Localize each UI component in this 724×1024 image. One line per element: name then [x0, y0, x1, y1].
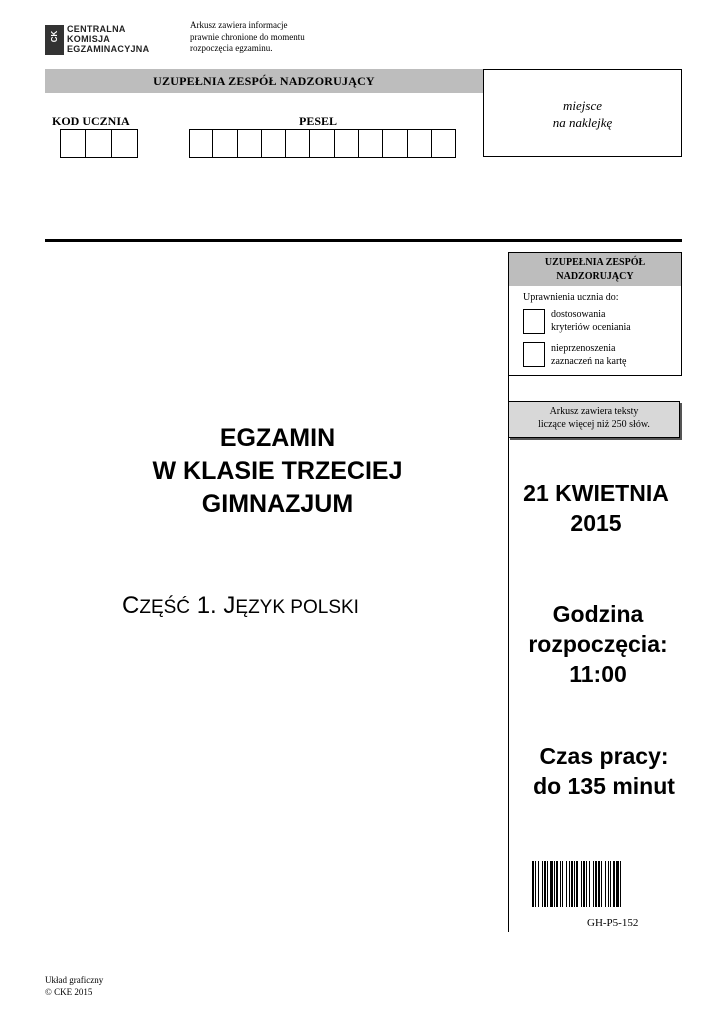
logo-mark: CK [45, 25, 64, 55]
pesel-box[interactable] [432, 129, 456, 158]
pesel-box[interactable] [408, 129, 432, 158]
pesel-box[interactable] [335, 129, 359, 158]
barcode [532, 861, 663, 907]
barcode-bar [598, 861, 600, 907]
pesel-box[interactable] [238, 129, 262, 158]
long-text-note: Arkusz zawiera teksty liczące więcej niż 250 słów. [508, 401, 680, 438]
barcode-bar [589, 861, 590, 907]
code-box[interactable] [112, 129, 138, 158]
barcode-bar [583, 861, 585, 907]
footer-credit: Układ graficzny © CKE 2015 [45, 975, 104, 997]
barcode-bar [608, 861, 609, 907]
accommodations-header: UZUPEŁNIA ZESPÓŁ NADZORUJĄCY [509, 253, 681, 286]
adjust-criteria-checkbox[interactable] [523, 309, 545, 334]
pesel-box[interactable] [383, 129, 407, 158]
barcode-bar [560, 861, 561, 907]
confidential-notice: Arkusz zawiera informacje prawnie chronione do momentu rozpoczęcia egzaminu. [190, 20, 305, 53]
barcode-bar [601, 861, 602, 907]
barcode-bar [554, 861, 555, 907]
supervisors-header: UZUPEŁNIA ZESPÓŁ NADZORUJĄCY [45, 69, 483, 93]
barcode-bar [538, 861, 539, 907]
barcode-bar [550, 861, 553, 907]
barcode-bar [556, 861, 558, 907]
pesel-box[interactable] [213, 129, 237, 158]
divider-rule [45, 239, 682, 242]
pesel-label: PESEL [299, 114, 338, 128]
start-time: Godzina rozpoczęcia: 11:00 [528, 601, 668, 687]
barcode-bar [593, 861, 594, 907]
work-duration: Czas pracy: do 135 minut [533, 743, 675, 799]
barcode-bar [586, 861, 587, 907]
barcode-bar [620, 861, 621, 907]
student-code-label: KOD UCZNIA [52, 114, 130, 128]
barcode-bar [613, 861, 615, 907]
barcode-bar [616, 861, 619, 907]
pesel-boxes [189, 129, 456, 158]
no-transfer-checkbox[interactable] [523, 342, 545, 367]
pesel-box[interactable] [286, 129, 310, 158]
accommodations-box [508, 252, 682, 376]
barcode-bar [569, 861, 570, 907]
pesel-box[interactable] [310, 129, 334, 158]
barcode-bar [547, 861, 548, 907]
exam-part: CZĘŚĆ 1. JĘZYK POLSKI [122, 592, 359, 619]
barcode-bar [532, 861, 534, 907]
no-transfer-label: nieprzenoszenia zaznaczeń na kartę [551, 343, 627, 367]
adjust-criteria-label: dostosowania kryteriów oceniania [551, 309, 631, 333]
sheet-code: GH-P5-152 [587, 917, 639, 929]
student-code-boxes [60, 129, 138, 158]
barcode-bar [562, 861, 563, 907]
barcode-bar [581, 861, 582, 907]
barcode-bar [576, 861, 578, 907]
barcode-bar [535, 861, 536, 907]
barcode-bar [574, 861, 575, 907]
barcode-bar [566, 861, 567, 907]
pesel-box[interactable] [189, 129, 213, 158]
barcode-bar [544, 861, 546, 907]
barcode-bar [605, 861, 606, 907]
cke-logo [45, 25, 165, 55]
logo-text: CENTRALNA KOMISJA EGZAMINACYJNA [67, 24, 150, 54]
accommodations-subtitle: Uprawnienia ucznia do: [523, 292, 619, 303]
barcode-bar [571, 861, 573, 907]
code-box[interactable] [60, 129, 86, 158]
sticker-placeholder: miejsce na naklejkę [483, 69, 682, 157]
barcode-bar [542, 861, 543, 907]
pesel-box[interactable] [359, 129, 383, 158]
pesel-box[interactable] [262, 129, 286, 158]
code-box[interactable] [86, 129, 112, 158]
exam-date: 21 KWIETNIA 2015 [523, 480, 669, 536]
barcode-bar [595, 861, 597, 907]
barcode-bar [610, 861, 611, 907]
exam-title: EGZAMIN W KLASIE TRZECIEJ GIMNAZJUM [152, 424, 403, 518]
